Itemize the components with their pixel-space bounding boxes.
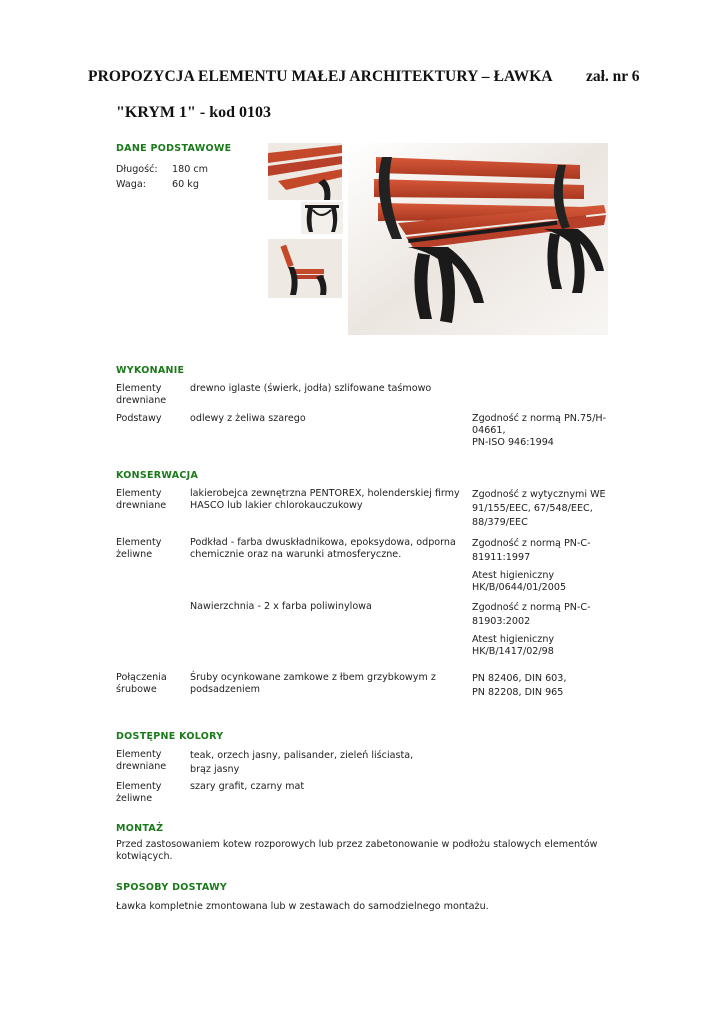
section-heading-kolory: DOSTĘPNE KOLORY — [116, 731, 224, 742]
row-label: Elementy drewniane — [116, 383, 167, 406]
section-heading-basic: DANE PODSTAWOWE — [116, 143, 232, 154]
document-title: PROPOZYCJA ELEMENTU MAŁEJ ARCHITEKTURY – ŁAWKA — [88, 68, 553, 85]
section-heading-dostawa: SPOSOBY DOSTAWY — [116, 882, 228, 893]
weight-label: Waga: — [116, 179, 146, 190]
length-value: 180 cm — [172, 164, 208, 175]
bench-side-photo — [268, 239, 342, 298]
row-label: Elementy żeliwne — [116, 537, 162, 560]
bench-photo — [348, 143, 608, 335]
section-heading-wykonanie: WYKONANIE — [116, 365, 185, 376]
section-heading-montaz: MONTAŻ — [116, 823, 164, 834]
bench-leg-photo — [301, 202, 343, 234]
product-title: "KRYM 1" - kod 0103 — [116, 104, 271, 121]
row-label: Elementy drewniane — [116, 488, 167, 511]
annex-number: zał. nr 6 — [586, 68, 640, 85]
row-description: Śruby ocynkowane zamkowe z łbem grzybkowym z podsadzeniem — [190, 672, 436, 695]
row-norm: Zgodność z normą PN.75/H-04661, — [472, 413, 607, 436]
row-norm-2: Atest higieniczny HK/B/1417/02/98 — [472, 634, 555, 657]
row-description: szary grafit, czarny mat — [190, 781, 305, 792]
row-label: Połączenia śrubowe — [116, 672, 167, 695]
row-label: Elementy drewniane — [116, 749, 167, 772]
row-description: lakierobejca zewnętrzna PENTOREX, holenderskiej firmy HASCO lub lakier chlorokauczukowy — [190, 488, 460, 511]
row-label: Podstawy — [116, 413, 162, 424]
row-description: Podkład - farba dwuskładnikowa, epoksydowa, odporna chemicznie oraz na warunki atmosferyczne. — [190, 537, 456, 560]
row-description: teak, orzech jasny, palisander, zieleń liściasta, brąz jasny — [190, 750, 414, 775]
row-norm-2: PN-ISO 946:1994 — [472, 437, 554, 448]
assembly-text: Przed zastosowaniem kotew rozporowych lub przez zabetonowanie w podłożu stalowych elementów kotwiących. — [116, 839, 598, 862]
row-label: Elementy żeliwne — [116, 781, 162, 804]
length-label: Długość: — [116, 164, 158, 175]
bench-closeup-photo — [268, 143, 342, 200]
row-norm: PN 82406, DIN 603, PN 82208, DIN 965 — [472, 673, 567, 698]
delivery-text: Ławka kompletnie zmontowana lub w zestawach do samodzielnego montażu. — [116, 901, 489, 912]
row-norm: Zgodność z normą PN-C- 81903:2002 — [472, 602, 591, 627]
row-norm: Zgodność z wytycznymi WE 91/155/EEC, 67/548/EEC, 88/379/EEC — [472, 489, 606, 528]
row-norm: Zgodność z normą PN-C-81911:1997 — [472, 538, 591, 563]
row-description: drewno iglaste (świerk, jodła) szlifowane taśmowo — [190, 383, 432, 394]
section-heading-konserwacja: KONSERWACJA — [116, 470, 199, 481]
row-description: odlewy z żeliwa szarego — [190, 413, 306, 424]
weight-value: 60 kg — [172, 179, 199, 190]
row-norm-2: Atest higieniczny HK/B/0644/01/2005 — [472, 570, 567, 593]
row-description: Nawierzchnia - 2 x farba poliwinylowa — [190, 601, 372, 612]
